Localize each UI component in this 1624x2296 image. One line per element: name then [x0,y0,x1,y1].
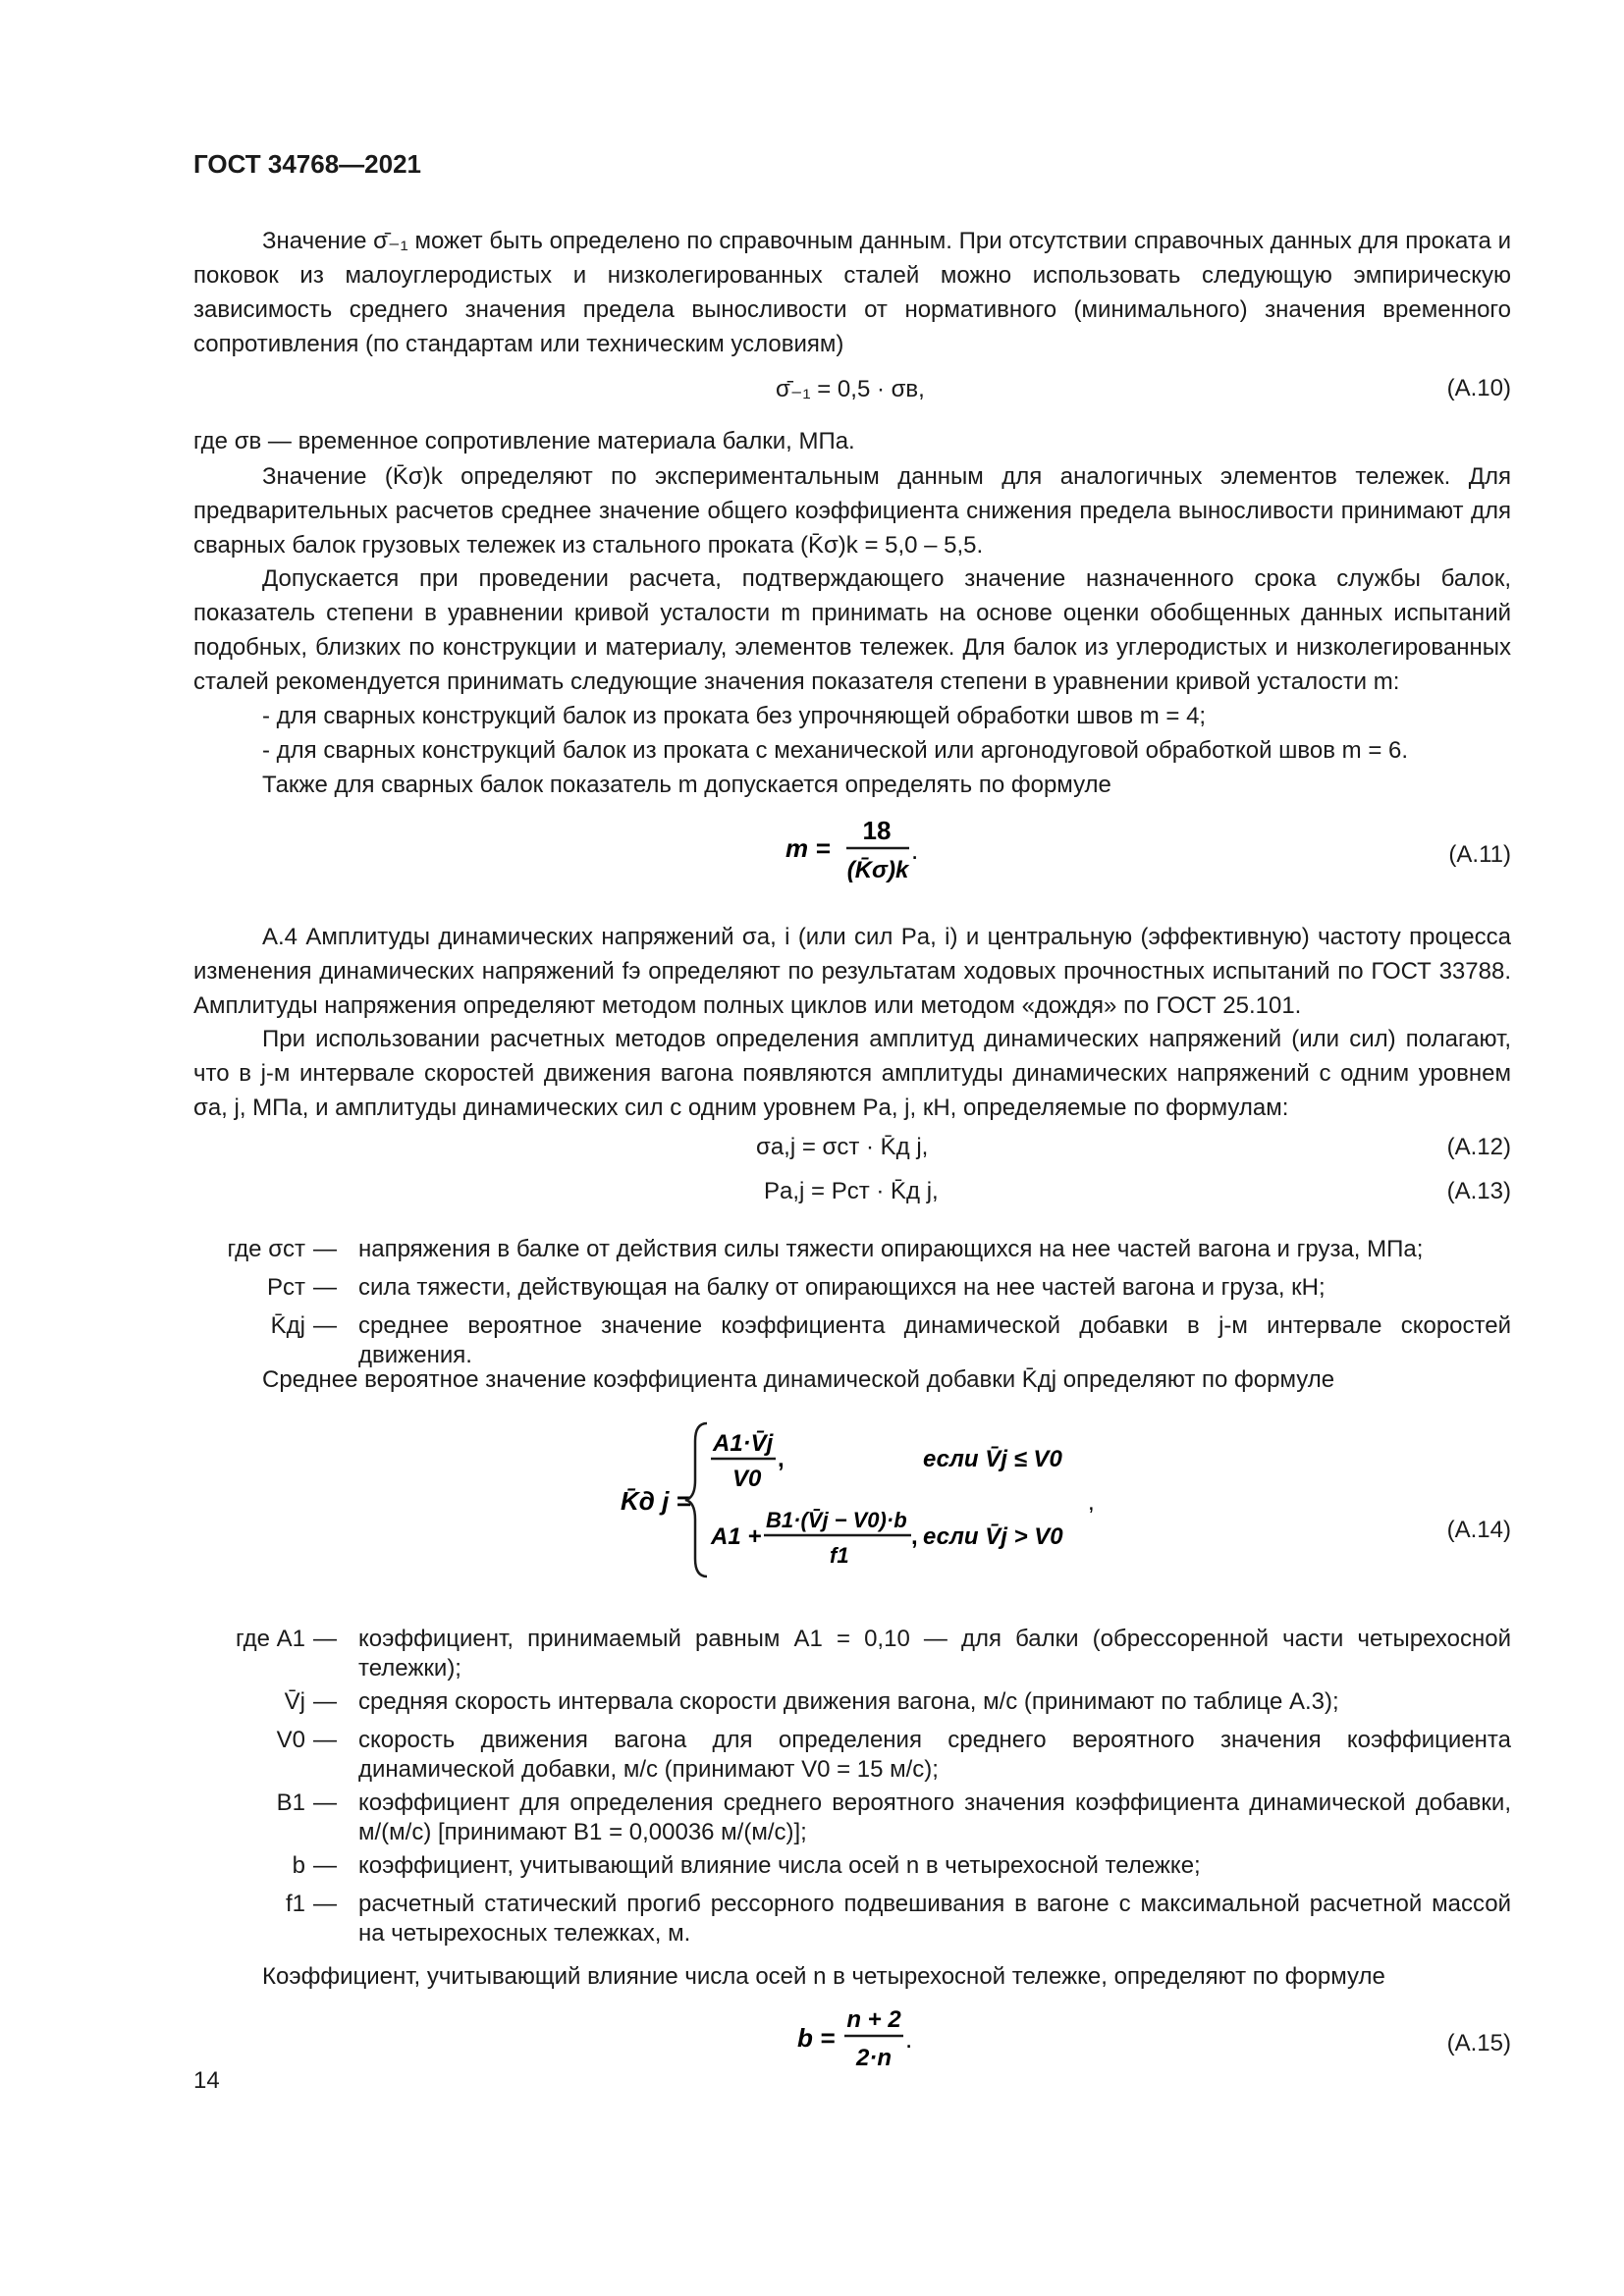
formula-a11 [785,815,962,893]
definition-dash: — [313,1688,337,1715]
paragraph-b-formula-intro: Коэффициент, учитывающий влияние числа осей n в четырехосной тележке, определяют по формуле [262,1963,1385,1990]
definition-row [193,1890,1511,1949]
formula-a15-tail: . [905,2024,913,2054]
formula-a12: σa,j = σст · K̄д j, [756,1134,929,1160]
formula-a14-case2-a: A1 + [711,1523,762,1550]
formula-a14 [609,1412,1100,1588]
definition-row [193,1235,1511,1269]
definition-symbol: f1 [285,1891,305,1917]
paragraph-sigma-intro: Значение σ̄₋₁ может быть определено по справочным данным. При отсутствии справочных данных для проката и поковок из малоуглеродистых и низколегированных сталей можно использовать следующую эмпирическую зависимость среднего значения предела выносливости от нормативного (минимального) значения временного сопротивления (по стандартам или техническим условиям) [193,228,1511,357]
definition-text: средняя скорость интервала скорости движения вагона, м/с (принимают по таблице А.3); [358,1688,1339,1715]
formula-a14-trail: , [1088,1489,1095,1516]
formula-a14-case2-cond: если V̄j > V0 [923,1523,1063,1550]
formula-a11-lhs: m = [785,833,831,863]
formula-a14-case1-num: A1·V̄j [713,1430,774,1457]
definition-symbol: b [292,1852,305,1879]
definition-symbol: V0 [276,1727,305,1753]
where-a10: где σв — временное сопротивление материала балки, МПа. [193,428,855,454]
definition-dash: — [313,1891,337,1917]
paragraph-k-sigma: Значение (K̄σ)k определяют по экспериментальным данным для аналогичных элементов тележек. Для предварительных расчетов среднее значение общего коэффициента снижения предела выносливости принимают для сварных балок грузовых тележек из стального проката (K̄σ)k = 5,0 – 5,5. [193,463,1511,559]
formula-a15-lhs: b = [797,2023,836,2053]
paragraph-calc-methods: При использовании расчетных методов определения амплитуд динамических напряжений (или сил) полагают, что в j-м интервале скоростей движения вагона появляются амплитуды динамических напряжений с одним уровнем σa, j, МПа, и амплитуды динамических сил с одним уровнем Pa, j, кН, определяемые по формулам: [193,1026,1511,1121]
definition-text: коэффициент, учитывающий влияние числа осей n в четырехосной тележке; [358,1852,1201,1879]
definition-row [193,1726,1511,1785]
definition-dash: — [313,1852,337,1879]
definition-dash: — [313,1312,337,1339]
definition-text: расчетный статический прогиб рессорного подвешивания в вагоне с максимальной расчетной массой на четырехосных тележках, м. [358,1891,1511,1947]
formula-a11-num: 18 [862,816,892,845]
bullet-m-6: - для сварных конструкций балок из проката с механической или аргонодуговой обработкой швов m = 6. [262,737,1409,764]
paragraph-fatigue-exponent: Допускается при проведении расчета, подтверждающего значение назначенного срока службы балок, показатель степени в уравнении кривой усталости m принимать на основе оценки обобщенных данных испытаний подобных, близких по конструкции и материалу, элементов тележек. Для балок из углеродистых и низколегированных сталей рекомендуется принимать следующие значения показателя степени в уравнении кривой усталости m: [193,565,1511,695]
definition-text: среднее вероятное значение коэффициента динамической добавки в j-м интервале скоростей движения. [358,1312,1511,1368]
formula-a14-case2-num: B1·(V̄j − V0)·b [766,1508,907,1532]
definition-row [193,1625,1511,1683]
equation-number-a13: (А.13) [1446,1178,1511,1204]
definition-dash: — [313,1626,337,1652]
definition-text: коэффициент для определения среднего вероятного значения коэффициента динамической добавки, м/(м/с) [принимают B1 = 0,00036 м/(м/с)]; [358,1789,1511,1845]
definition-text: сила тяжести, действующая на балку от опирающихся на нее частей вагона и груза, кН; [358,1274,1326,1301]
bullet-m-4: - для сварных конструкций балок из проката без упрочняющей обработки швов m = 4; [262,703,1207,729]
equation-number-a15: (А.15) [1446,2030,1511,2056]
formula-a10: σ̄₋₁ = 0,5 · σв, [776,376,925,402]
definition-symbol: K̄дj [270,1312,305,1339]
formula-a15-num: n + 2 [846,2006,901,2033]
definition-row [193,1273,1511,1308]
formula-a14-case2-den: f1 [830,1543,849,1568]
formula-a14-case1-cond: если V̄j ≤ V0 [923,1446,1062,1472]
definition-symbol: Pст [267,1274,305,1301]
svg-text:,: , [778,1446,785,1472]
formula-a11-tail: . [911,835,919,865]
definition-row [193,1789,1511,1847]
definition-symbol: где σст [227,1236,305,1262]
page-number: 14 [193,2067,220,2094]
formula-a14-case1-den: V0 [732,1466,762,1492]
definition-dash: — [313,1727,337,1753]
definition-text: скорость движения вагона для определения среднего вероятного значения коэффициента динамической добавки, м/с (принимают V0 = 15 м/с); [358,1727,1511,1783]
formula-a11-den: (K̄σ)k [846,857,909,883]
paragraph-kd-formula-intro: Среднее вероятное значение коэффициента динамической добавки K̄дj определяют по формуле [262,1366,1335,1393]
definitions-list-2 [193,1625,1511,1952]
definition-text: коэффициент, принимаемый равным A1 = 0,10 — для балки (обрессоренной части четырехосной тележки); [358,1626,1511,1682]
definition-symbol: V̄j [284,1688,305,1715]
paragraph-m-formula-intro: Также для сварных балок показатель m допускается определять по формуле [262,772,1111,798]
definitions-list-1 [193,1235,1511,1374]
svg-text:,: , [911,1523,918,1550]
definition-text: напряжения в балке от действия силы тяжести опирающихся на нее частей вагона и груза, МПа; [358,1236,1424,1262]
formula-a15-den: 2·n [856,2045,892,2071]
formula-a14-brace [685,1423,707,1576]
definition-dash: — [313,1236,337,1262]
formula-a15 [797,2002,935,2081]
definition-dash: — [313,1789,337,1816]
definition-symbol: где A1 [235,1626,305,1652]
definition-dash: — [313,1274,337,1301]
document-header: ГОСТ 34768—2021 [193,149,421,179]
equation-number-a14: (А.14) [1446,1517,1511,1543]
formula-a14-lhs: K̄д j = [621,1486,691,1516]
equation-number-a12: (А.12) [1446,1134,1511,1160]
equation-number-a11: (А.11) [1448,841,1511,868]
definition-symbol: B1 [276,1789,305,1816]
definition-row [193,1311,1511,1370]
definition-row [193,1851,1511,1886]
definition-row [193,1687,1511,1722]
paragraph-a4: А.4 Амплитуды динамических напряжений σa, i (или сил Pa, i) и центральную (эффективную) частоту процесса изменения динамических напряжений fэ определяют по результатам ходовых прочностных испытаний по ГОСТ 33788. Амплитуды напряжения определяют методом полных циклов или методом «дождя» по ГОСТ 25.101. [193,924,1511,1019]
equation-number-a10: (А.10) [1446,375,1511,401]
formula-a13: Pa,j = Pст · K̄д j, [764,1178,939,1204]
